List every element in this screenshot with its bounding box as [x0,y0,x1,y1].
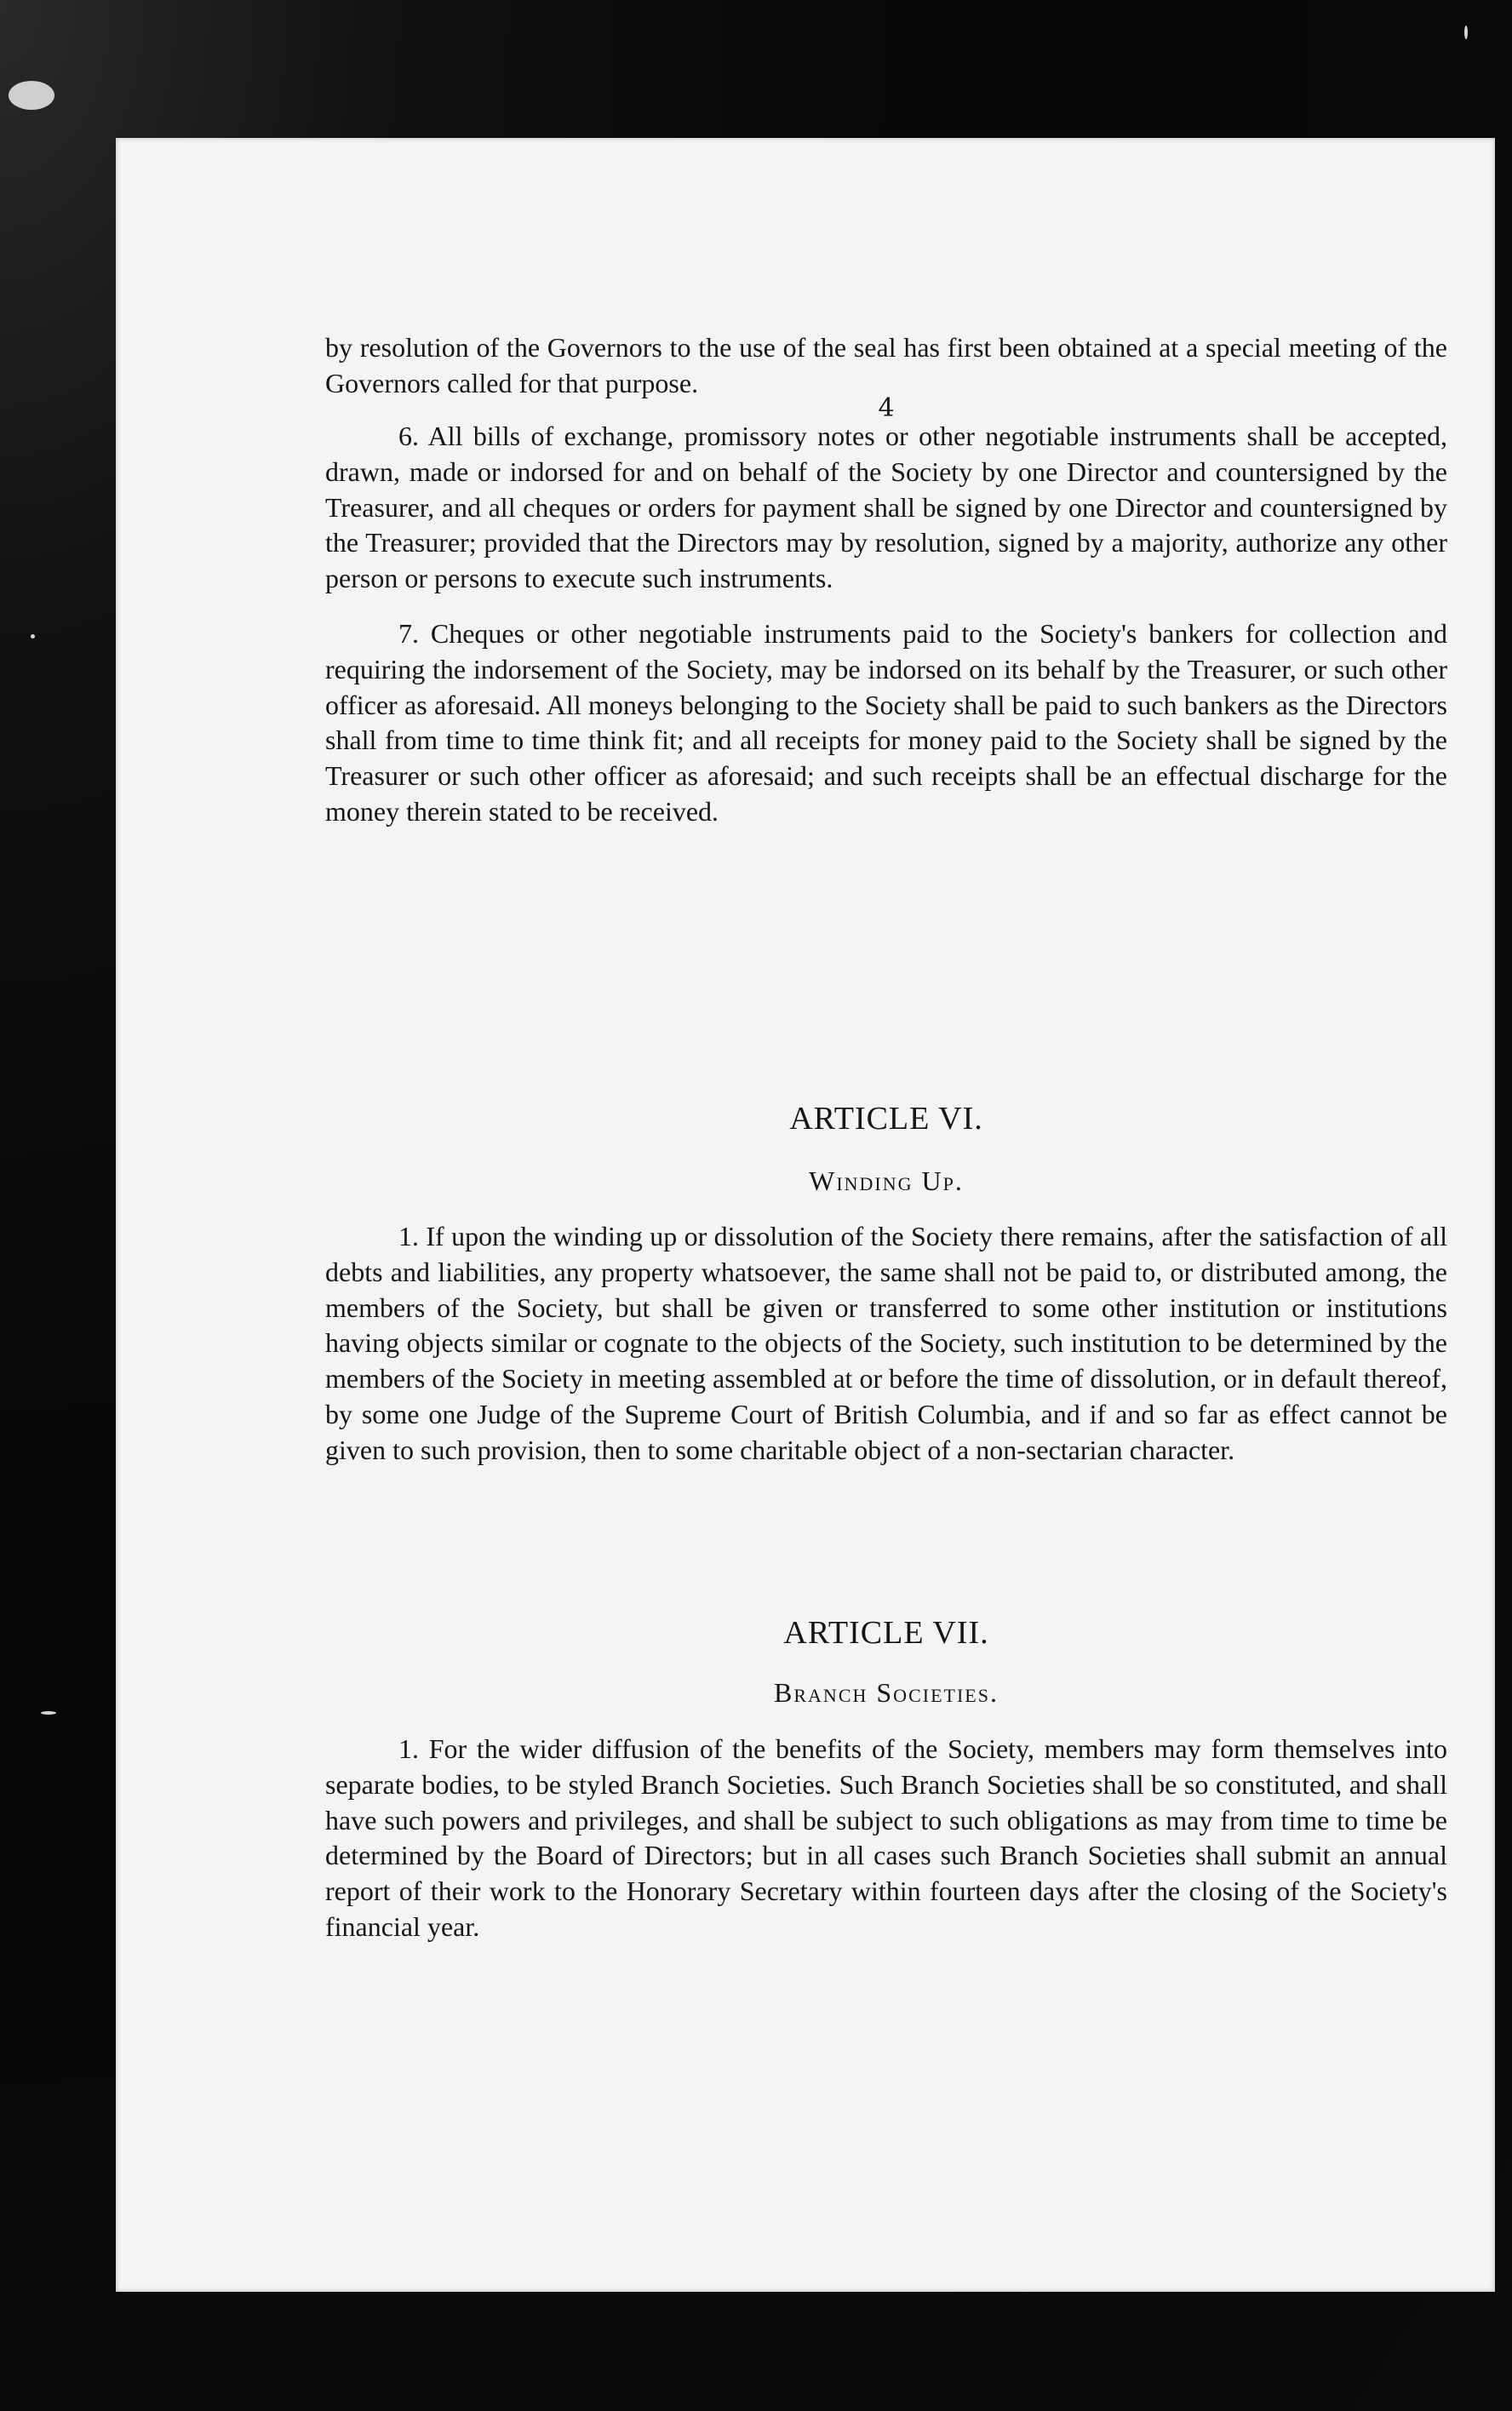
article-vii-paragraph-1: 1. For the wider diffusion of the benefits of the Society, members may form themselves into separate bodies, to be styled Branch Societies. Such Branch Societies shall be so constituted, and shall have such powers and privileges, and shall be subject to such obligations as may from time to time be determined by the Board of Directors; but in all cases such Branch Societies shall submit an annual report of their work to the Honorary Secretary within fourteen days after the closing of the Society's financial year. [325,1733,1447,1942]
dust-speck [1464,26,1468,39]
article-vi-heading: ARTICLE VI. [789,1101,983,1137]
page-number: 4 [878,393,895,423]
article-vii-subheading: Branch Societies. [774,1677,999,1708]
article-vi-subheading: Winding Up. [809,1165,964,1196]
dust-speck [31,634,35,639]
paragraph-continuation: by resolution of the Governors to the use of the seal has first been obtained at a special meeting of the Governors called for that purpose. [325,332,1447,398]
paragraph-section-7: 7. Cheques or other negotiable instruments paid to the Society's bankers for collection and requiring the indorsement of the Society, may be indorsed on its behalf by the Treasurer, or such other officer as aforesaid. All moneys belonging to the Society shall be paid to such bankers as the Directors shall from time to time think fit; and all receipts for money paid to the Society shall be signed by the Treasurer or such other officer as aforesaid; and such receipts shall be an effectual discharge for the money therein stated to be received. [325,618,1447,827]
paragraph-section-6: 6. All bills of exchange, promissory notes or other negotiable instruments shall be accepted, drawn, made or indorsed for and on behalf of the Society by one Director and countersigned by the Treasurer, and all cheques or orders for payment shall be signed by one Director and countersigned by the Treasurer; provided that the Directors may by resolution, signed by a majority, authorize any other person or persons to execute such instruments. [325,421,1447,594]
document-page [116,138,1495,2292]
dust-speck [41,1711,56,1715]
article-vii-heading: ARTICLE VII. [783,1615,989,1651]
dust-speck [9,81,54,110]
article-vi-paragraph-1: 1. If upon the winding up or dissolution of the Society there remains, after the satisfaction of all debts and liabilities, any property whatsoever, the same shall not be paid to, or distributed among, the members of the Society, but shall be given or transferred to some other institution or institutions having objects similar or cognate to the objects of the Society, such institution to be determined by the members of the Society in meeting assembled at or before the time of dissolution, or in default thereof, by some one Judge of the Supreme Court of British Columbia, and if and so far as effect cannot be given to such provision, then to some charitable object of a non-sectarian character. [325,1221,1447,1465]
